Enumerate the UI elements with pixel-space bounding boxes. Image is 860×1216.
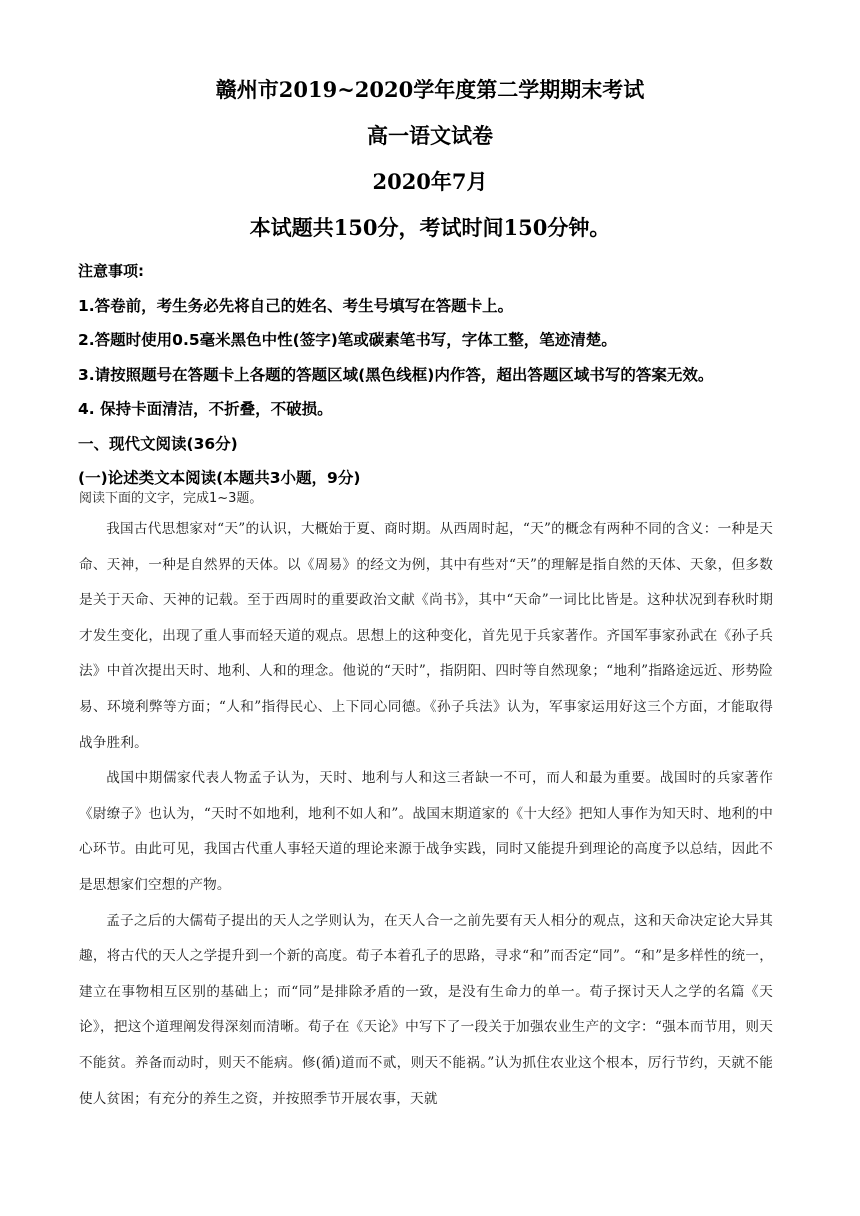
notes-section [78,254,798,496]
passage-paragraph: 战国中期儒家代表人物孟子认为，天时、地利与人和这三者缺一不可，而人和最为重要。战国时的兵家著作《尉缭子》也认为，“天时不如地利，地利不如人和”。战国末期道家的《十大经》把知人事作为知天时、地利的中心环节。由此可见，我国古代重人事轻天道的理论来源于战争实践，同时又能提升到理论的高度予以总结，因此不是思想家们空想的产物。 [79,770,773,893]
passage-paragraph: 我国古代思想家对“天”的认识，大概始于夏、商时期。从西周时起，“天”的概念有两种不同的含义：一种是天命、天神，一种是自然界的天体。以《周易》的经文为例，其中有些对“天”的理解是指自然的天体、天象，但多数是关于天命、天神的记载。至于西周时的重要政治文献《尚书》，其中“天命”一词比比皆是。这种状况到春秋时期才发生变化，出现了重人事而轻天道的观点。思想上的这种变化，首先见于兵家著作。齐国军事家孙武在《孙子兵法》中首次提出天时、地利、人和的理念。他说的“天时”，指阴阳、四时等自然现象；“地利”指路途远近、形势险易、环境利弊等方面；“人和”指得民心、上下同心同德。《孙子兵法》认为，军事家运用好这三个方面，才能取得战争胜利。 [79,521,773,751]
note-item: 3.请按照题号在答题卡上各题的答题区域(黑色线框)内作答，超出答题区域书写的答案无效。 [78,365,714,384]
section-title: 一、现代文阅读(36分) [78,434,238,453]
note-item: 4. 保持卡面清洁，不折叠，不破损。 [78,400,333,418]
note-item: 2.答题时使用0.5毫米黑色中性(签字)笔或碳素笔书写，字体工整，笔迹清楚。 [78,331,617,349]
passage-paragraph: 孟子之后的大儒荀子提出的天人之学则认为，在天人合一之前先要有天人相分的观点，这和天命决定论大异其趣，将古代的天人之学提升到一个新的高度。荀子本着孔子的思路，寻求“和”而否定“同”。“和”是多样性的统一，建立在事物相互区别的基础上；而“同”是排除矛盾的一致，是没有生命力的单一。荀子探讨天人之学的名篇《天论》，把这个道理阐发得深刻而清晰。荀子在《天论》中写下了一段关于加强农业生产的文字：“强本而节用，则天不能贫。养备而动时，则天不能病。修(循)道而不贰，则天不能祸。”认为抓住农业这个根本，厉行节约，天就不能使人贫困；有充分的养生之资，并按照季节开展农事，天就 [79,912,773,1107]
note-item: 1.答卷前，考生务必先将自己的姓名、考生号填写在答题卡上。 [78,296,514,315]
exam-date: 2020年7月 [372,169,488,194]
reading-instruction: 阅读下面的文字，完成1~3题。 [79,491,263,506]
notes-heading: 注意事项: [78,262,144,280]
exam-subtitle: 高一语文试卷 [367,123,493,148]
subsection-title: (一)论述类文本阅读(本题共3小题，9分) [78,469,361,487]
exam-info: 本试题共150分，考试时间150分钟。 [249,215,611,240]
reading-passage [79,512,773,1117]
exam-title: 赣州市2019~2020学年度第二学期期末考试 [215,77,645,102]
